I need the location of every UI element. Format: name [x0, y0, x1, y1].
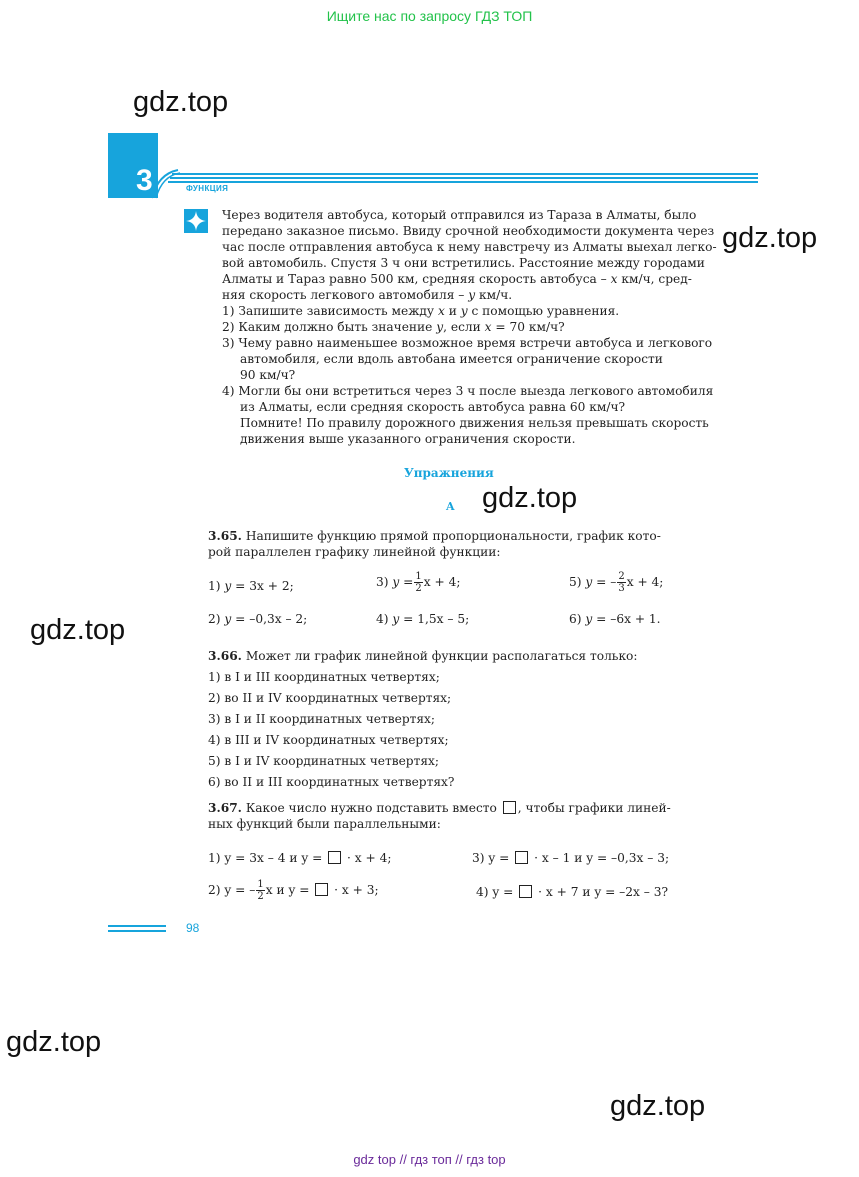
exercise-3-66: 3.66. Может ли график линейной функции располагаться только: 1) в I и III координатных четвертях; 2) во II и IV координатных четвертях; 3) в I и II координатных четвертях; 4) в III и IV координатных четвертях; 5) в I и IV координатных четвертях; 6) во II и III координатных четвертях?: [208, 649, 638, 789]
page-number: 98: [186, 921, 200, 935]
chapter-number: 3: [136, 164, 153, 197]
ex365-item-2: 2) y = –0,3x – 2;: [208, 612, 308, 626]
blank-box: [315, 883, 328, 896]
top-search-link[interactable]: Ищите нас по запросу ГДЗ ТОП: [326, 8, 533, 24]
blank-box: [515, 851, 528, 864]
section-title: ФУНКЦИЯ: [186, 184, 229, 193]
watermark: gdz.top: [482, 482, 578, 514]
footer-rule: [108, 930, 166, 932]
footer-rule: [108, 925, 166, 927]
blank-box: [519, 885, 532, 898]
ex365-item-3: 3) y = $\frac{1}{2}$ x + 4;: [376, 571, 461, 594]
watermark: gdz.top: [6, 1026, 102, 1058]
exercise-3-65: 3.65. Напишите функцию прямой пропорциональности, график кото- рой параллелен графику линейной функции:: [208, 529, 661, 559]
footer-links[interactable]: gdz top // гдз топ // гдз top: [353, 1152, 506, 1167]
ex365-item-1: 1) y = 3x + 2;: [208, 579, 294, 593]
ex365-item-6: 6) y = –6x + 1.: [569, 612, 661, 626]
watermark: gdz.top: [133, 86, 229, 118]
star-icon: [184, 209, 208, 233]
ex367-item-4: 4) y = · x + 7 и y = –2x – 3?: [476, 885, 669, 899]
blank-box: [328, 851, 341, 864]
blank-box: [503, 801, 516, 814]
problem-text: Через водителя автобуса, который отправился из Тараза в Алматы, было передано заказное письмо. Ввиду срочной необходимости документа через час после отправления автобуса к нему навстречу из Алматы выехал легко- вой автомобиль. Спустя 3 ч они встретились. Расстояние между городами Алматы и Тараз равно 500 км, средняя скорость автобуса – x км/ч, сред- няя скорость легкового автомобиля – y км/ч. 1) Запишите зависимость между x и y с помощью уравнения. 2) Каким должно быть значение y, если x = 70 км/ч? 3) Чему равно наименьшее возможное время встречи автобуса и легкового автомобиля, если вдоль автобана имеется ограничение скорости 90 км/ч? 4) Могли бы они встретиться через 3 ч после выезда легкового автомобиля из Алматы, если средняя скорость автобуса равна 60 км/ч? Помните! По правилу дорожного движения нельзя превышать скорость движения выше указанного ограничения скорости.: [222, 208, 717, 446]
ex367-item-2: 2) y = – $\frac{1}{2}$ x и y = · x + 3;: [208, 879, 379, 902]
ex367-item-1: 1) y = 3x – 4 и y = · x + 4;: [208, 851, 392, 865]
header-rule: [172, 173, 758, 175]
watermark: gdz.top: [610, 1090, 706, 1122]
watermark: gdz.top: [30, 614, 126, 646]
exercise-3-67: 3.67. Какое число нужно подставить вместо , чтобы графики линей- ных функций были параллельными:: [208, 801, 671, 831]
level-label: A: [446, 500, 455, 513]
header-rule: [168, 181, 758, 183]
ex367-item-3: 3) y = · x – 1 и y = –0,3x – 3;: [472, 851, 670, 865]
watermark: gdz.top: [722, 222, 818, 254]
ex365-item-4: 4) y = 1,5x – 5;: [376, 612, 470, 626]
ex365-item-5: 5) y = – $\frac{2}{3}$ x + 4;: [569, 571, 664, 594]
exercises-title: Упражнения: [404, 466, 494, 480]
header-rule: [170, 177, 758, 179]
